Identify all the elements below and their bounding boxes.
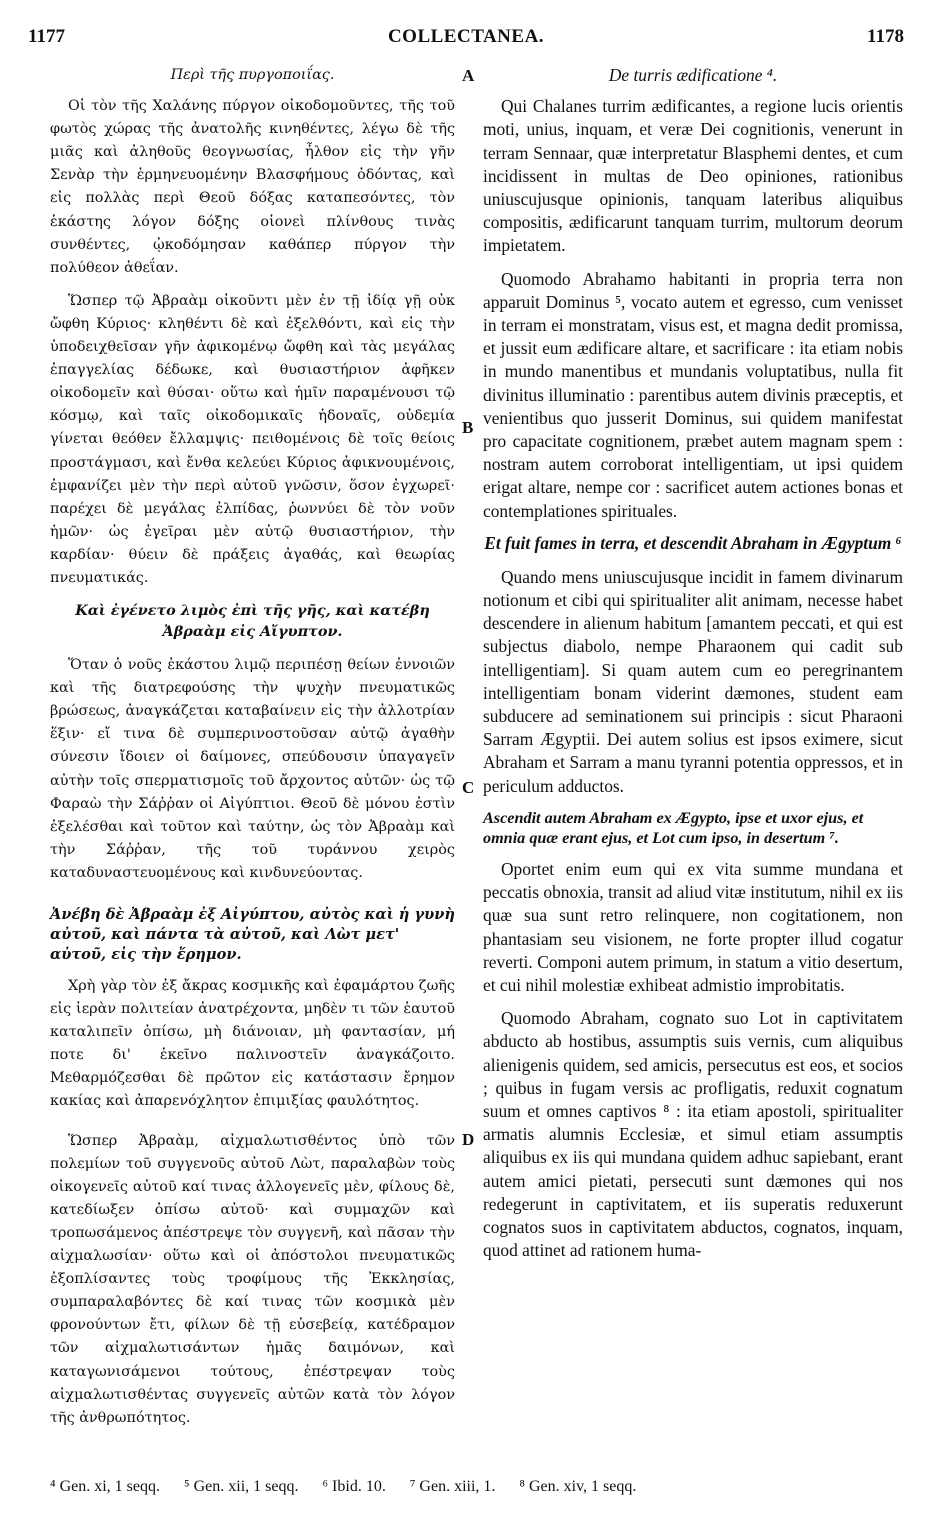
greek-paragraph-2: Ὥσπερ τῷ Ἀβραὰμ οἰκοῦντι μὲν ἐν τῇ ἰδίᾳ γῇ οὐκ ὤφθη Κύριος· κληθέντι δὲ καὶ ἐξελθόντι, καὶ εἰς τὴν ὑποδειχθεῖσαν γῆν ἀφικομένῳ ὤφθη καὶ τὰς μεγάλας ἐπαγγελίας δέδωκε, καὶ θυσιαστήριον ἀφῆκεν οἰκοδομεῖν καὶ θύσαι· οὕτω καὶ ἡμῖν παραμένουσι τῷ κόσμῳ, καὶ ταῖς οἰκοδομικαῖς ἡδοναῖς, οὐδεμία γίνεται θεόθεν ἔλλαμψις· πειθομένοις δὲ τοῖς θείοις προστάγμασι, καὶ ἔνθα κελεύει Κύριος ἀφικνουμένοις, ἐμφανίζει μὲν τὴν περὶ αὐτοῦ γνῶσιν, ὅσον ἐγχωρεῖ· παρέχει δὲ μεγάλας ἐλπίδας, ῥωννύει δὲ τὸν νοῦν ἡμῶν· ὡς ἐγεῖραι μὲν αὐτῷ θυσιαστήριον, τὴν καρδίαν· θύειν δὲ πράξεις ἀγαθάς, καὶ θεωρίας πνευματικάς. — [50, 292, 455, 586]
greek-paragraph-5: Ὥσπερ Ἀβραὰμ, αἰχμαλωτισθέντος ὑπὸ τῶν πολεμίων τοῦ συγγενοῦς αὐτοῦ Λὼτ, παραλαβὼν τοὺς οἰκογενεῖς αὐτοῦ καί τινας ἀλλογενεῖς μὲν, φίλους δὲ, κατεδίωξεν ὀπίσω αὐτοῦ· καὶ συμμαχῶν καὶ τροπωσάμενος ἀπέστρεψε τὸν συγγενῆ, καὶ πᾶσαν τὴν αἰχμαλωσίαν· οὕτω καὶ οἱ ἀπόστολοι πνευματικῶς ἐξοπλίσαντες τοὺς τροφίμους τῆς Ἐκκλησίας, συμπαραλαβόντες δὲ καί τινας τῶν κοσμικὰ μὲν φρονούντων ἔτι, φίλων δὲ τῇ εὐσεβείᾳ, κατέδραμον τῶν αἰχμαλωτισάντων ἡμᾶς δαιμόνων, καὶ καταγωνισάμενοι τούτους, ἐπέστρεψαν τοὺς αἰχμαλωτισθέντας συγγενεῖς αὐτῶν κατὰ τὸν λόγον τῆς ἀνθρωπότητος. — [50, 1132, 455, 1426]
footnote-4: ⁴ Gen. xi, 1 seqq. — [50, 1478, 161, 1495]
footnote-8: ⁸ Gen. xiv, 1 seqq. — [519, 1478, 637, 1495]
latin-paragraph-5: Quomodo Abraham, cognato suo Lot in captivitatem abducto ab hostibus, assumptis suis vernis, cum aliquibus alienigenis quidem, sed amicis, persecutus est eos, et socios ; quibus in fugam versis ac profligatis, reduxit cognatum suum et omnes captivos ⁸ : ita etiam apostoli, spiritualiter armatis alumnis Ecclesiæ, et simul etiam assumptis aliquibus ex iis qui mundana quidem adhuc sapiebant, erant autem amici pietati, persecuti sunt dæmones qui nos redegerunt in captivitatem, et iis superatis reduxerunt cognatos suos in captivitatem abductos, cognatos, inquam, quod attinet ad rationem huma- — [483, 1008, 903, 1261]
greek-paragraph-4: Χρὴ γὰρ τὸν ἐξ ἄκρας κοσμικῆς καὶ ἐφαμάρτου ζωῆς εἰς ἱερὰν πολιτείαν ἀνατρέχοντα, μηδὲν τι τῶν ἑαυτοῦ καταλιπεῖν ὀπίσω, μὴ διάνοιαν, μὴ φαντασίαν, μή ποτε δι' ἐκεῖνο παλινοστεῖν ἀναγκάζοιτο. Μεθαρμόζεσθαι δὲ πρῶτον εἰς κατάστασιν ἔρημον κακίας καὶ ἀπαρενόχλητον ἐπιμιξίας φαυλότητος. — [50, 978, 455, 1110]
greek-heading-2: Καὶ ἐγένετο λιμὸς ἐπὶ τῆς γῆς, καὶ κατέβη Ἀβραὰμ εἰς Αἴγυπτον. — [75, 602, 430, 641]
latin-heading-1: De turris ædificatione ⁴. — [608, 65, 778, 85]
margin-letter-a: A — [462, 66, 475, 85]
greek-paragraph-3: Ὅταν ὁ νοῦς ἑκάστου λιμῷ περιπέσῃ θείων ἐννοιῶν καὶ τῆς διατρεφούσης τὴν ψυχὴν πνευματικῶς βρώσεως, ἀναγκάζεται καταβαίνειν εἰς τὴν ἀλλοτρίαν ἕξιν· εἴ τινα δὲ συμπερινοστοῦσαν αὐτῷ ἀγαθὴν σύνεσιν ἴδοιεν οἱ δαίμονες, σπεύδουσιν ὑπαγαγεῖν αὐτὴν τοῖς σπερματισμοῖς τοῦ ἄρχοντος αὐτῶν· ὡς τῷ Φαραὼ τὴν Σάῤῥαν οἱ Αἰγύπτιοι. Θεοῦ δὲ μόνου ἐστὶν ἐξελέσθαι καὶ τοῦτον καὶ ταύτην, ὡς τὸν Ἀβραὰμ καὶ τὴν Σάῤῥαν, τῆς τοῦ τυράννου χειρὸς καταδυναστευομένους καὶ κινδυνεύοντας. — [50, 657, 455, 881]
latin-column — [483, 64, 903, 1272]
latin-paragraph-1: Qui Chalanes turrim ædificantes, a regione lucis orientis moti, unius, inquam, et veræ Dei cognitionis, venerunt in terram Sennaar, quæ interpretatur Blasphemi dentes, et cum incidissent in multas de Deo opiniones, rationibus uniuscujusque opinionis, tanquam lateribus aliquibus compositis, ædificarunt tanquam turrim, multorum deorum impietatem. — [483, 96, 903, 256]
latin-heading-2: Et fuit fames in terra, et descendit Abraham in Ægyptum ⁶ — [484, 532, 902, 553]
latin-paragraph-2: Quomodo Abrahamo habitanti in propria terra non apparuit Dominus ⁵, vocato autem et egresso, cum venisset in terram ei monstratam, visus est, et magna dedit promissa, et jussit eum ædificare altare, et sacrificare : ita etiam nobis in mundo manentibus et mundanis voluptatibus, nulla fit divinitus illuminatio : parentibus autem divinis præceptis, et venientibus quo jusserit Dominus, sui quidem manifestat pro capacitate cognitionem, præbet autem magnam spem : nostram autem corroborat intelligentiam, ut ipsi quidem erigat altare, nempe cor : sacrificet autem actiones bonas et contemplationes spirituales. — [483, 268, 903, 521]
margin-letter-d: D — [462, 1130, 475, 1149]
greek-column — [50, 64, 455, 1440]
greek-heading-3: Ἀνέβη δὲ Ἀβραὰμ ἐξ Αἰγύπτου, αὐτὸς καὶ ἡ γυνὴ αὐτοῦ, καὶ πάντα τὰ αὐτοῦ, καὶ Λὼτ μετ' αὐτοῦ, εἰς τὴν ἔρημον. — [50, 906, 455, 963]
right-page-number: 1178 — [867, 26, 904, 47]
running-title: COLLECTANEA. — [387, 26, 545, 47]
footnote-5: ⁵ Gen. xii, 1 seqq. — [184, 1478, 299, 1495]
margin-letter-b: B — [462, 418, 474, 437]
greek-paragraph-1: Οἱ τὸν τῆς Χαλάνης πύργον οἰκοδομοῦντες, τῆς τοῦ φωτὸς χώρας τῆς ἀνατολῆς κινηθέντες, λέγω δὲ τῆς μιᾶς καὶ ἀληθοῦς θεογνωσίας, ἦλθον εἰς τὴν γῆν Σενὰρ τὴν ἑρμηνευομένην Βλασφήμους ὀδόντας, καὶ εἰς πολλὰς περὶ Θεοῦ δόξας καταπεσόντες, τὸν ἑκάστης λόγον δόξης οἱονεὶ πλίνθους τινὰς συνθέντες, ᾠκοδόμησαν καθάπερ πύργον τὴν πολύθεον ἀθεΐαν. — [50, 98, 455, 276]
latin-paragraph-3: Quando mens uniuscujusque incidit in famem divinarum notionum et cibi qui spiritualiter alit animam, necesse habet descendere in alienum habitum [amantem peccati, et qui est subjectus diabolo, nempe Pharaonem qui cadit sub intelligentiam]. Si quam autem cum eo peregrinantem intelligentiam bonam viderint dæmones, student eam subducere ad seminationem sui principis : sicut Pharaoni Sarram Ægyptii. Dei autem solius est ipsos eximere, sicut Abraham et Sarram a manu tyranni potentia oppressos, et in periculum adductos. — [483, 566, 903, 796]
margin-letter-c: C — [462, 778, 475, 797]
greek-heading-1: Περὶ τῆς πυργοποιΐας. — [170, 67, 335, 83]
footnotes — [50, 1478, 900, 1496]
latin-heading-3: Ascendit autem Abraham ex Ægypto, ipse et uxor ejus, et omnia quæ erant ejus, et Lot cum ipso, in desertum ⁷. — [483, 808, 864, 847]
page-header — [28, 26, 904, 58]
latin-paragraph-4: Oportet enim eum qui ex vita summe mundana et peccatis obnoxia, transit ad aliud vitæ institutum, nihil ex iis quæ sua sunt retro relinquere, non cogitationem, non phantasiam seu visionem, ne forte propter illud cogatur reverti. Componi autem primum, in statum a vitio desertum, et cui nihil molestiæ exhibeat admistio improbitatis. — [483, 858, 903, 995]
left-page-number: 1177 — [28, 26, 65, 47]
footnote-6: ⁶ Ibid. 10. — [322, 1478, 386, 1495]
footnote-7: ⁷ Gen. xiii, 1. — [409, 1478, 496, 1495]
